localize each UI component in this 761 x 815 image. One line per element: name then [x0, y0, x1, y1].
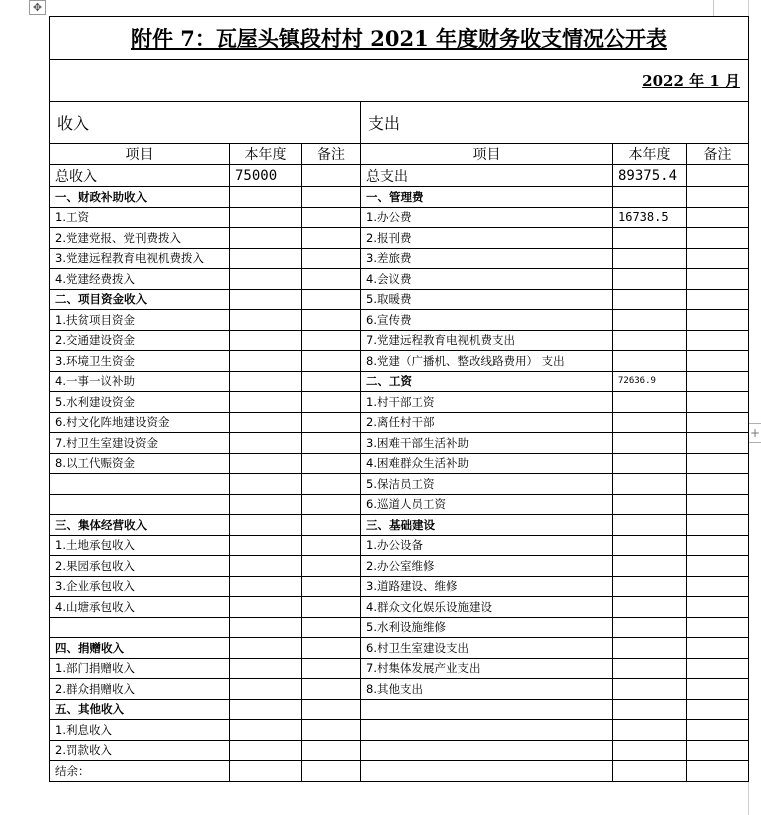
expense-item-cell: 2.报刊费: [361, 228, 613, 249]
table-row: [50, 228, 749, 249]
expense-note-cell: [687, 720, 749, 741]
income-year-cell: [230, 720, 302, 741]
income-year-cell: [230, 494, 302, 515]
income-note-header: 备注: [302, 144, 361, 165]
expense-year-cell: [613, 740, 687, 761]
table-row: [50, 658, 749, 679]
expense-year-cell: [613, 187, 687, 208]
expense-note-cell: [687, 474, 749, 495]
income-item-cell: 6.村文化阵地建设资金: [50, 412, 230, 433]
expense-note-cell: [687, 269, 749, 290]
expense-item-cell: [361, 699, 613, 720]
expense-item-cell: 4.会议费: [361, 269, 613, 290]
income-note-cell: [302, 556, 361, 577]
expense-item-cell: 6.宣传费: [361, 310, 613, 331]
table-row: [50, 597, 749, 618]
expense-item-cell: 5.取暖费: [361, 289, 613, 310]
expense-item-cell: 8.其他支出: [361, 679, 613, 700]
total-income-label: 总收入: [50, 165, 230, 187]
income-note-cell: [302, 761, 361, 782]
expense-note-header: 备注: [687, 144, 749, 165]
table-row: [50, 248, 749, 269]
expense-note-cell: [687, 535, 749, 556]
income-item-cell: 四、捐赠收入: [50, 638, 230, 659]
expense-note-cell: [687, 576, 749, 597]
income-note-cell: [302, 720, 361, 741]
income-item-cell: 2.果园承包收入: [50, 556, 230, 577]
income-note-cell: [302, 269, 361, 290]
table-row: [50, 535, 749, 556]
table-row: [50, 187, 749, 208]
expense-note-cell: [687, 433, 749, 454]
expense-year-header: 本年度: [613, 144, 687, 165]
income-item-cell: 4.一事一议补助: [50, 371, 230, 392]
income-note-cell: [302, 597, 361, 618]
income-year-cell: [230, 679, 302, 700]
income-note-cell: [302, 699, 361, 720]
table-row: [50, 392, 749, 413]
income-year-cell: [230, 761, 302, 782]
income-note-cell: [302, 576, 361, 597]
income-item-cell: 8.以工代赈资金: [50, 453, 230, 474]
income-note-cell: [302, 740, 361, 761]
expense-item-cell: 6.村卫生室建设支出: [361, 638, 613, 659]
income-item-cell: 4.山塘承包收入: [50, 597, 230, 618]
expense-item-cell: 1.村干部工资: [361, 392, 613, 413]
income-year-cell: [230, 433, 302, 454]
table-row: [50, 330, 749, 351]
total-expense-label: 总支出: [361, 165, 613, 187]
table-move-handle-icon[interactable]: ✥: [29, 0, 46, 15]
expense-year-cell: 72636.9: [613, 371, 687, 392]
expense-year-cell: [613, 351, 687, 372]
expense-note-cell: [687, 658, 749, 679]
expense-note-cell: [687, 187, 749, 208]
expense-note-cell: [687, 453, 749, 474]
income-note-cell: [302, 187, 361, 208]
expense-note-cell: [687, 289, 749, 310]
table-row: [50, 494, 749, 515]
income-year-cell: [230, 535, 302, 556]
income-item-cell: [50, 617, 230, 638]
document-title: 附件 7：瓦屋头镇段村村 2021 年度财务收支情况公开表: [50, 17, 749, 60]
income-note-cell: [302, 433, 361, 454]
income-note-cell: [302, 617, 361, 638]
income-year-cell: [230, 638, 302, 659]
total-income-value: 75000: [230, 165, 302, 187]
expense-year-cell: [613, 556, 687, 577]
expense-item-cell: 1.办公费: [361, 207, 613, 228]
expense-note-cell: [687, 207, 749, 228]
expense-note-cell: [687, 740, 749, 761]
expense-year-cell: [613, 330, 687, 351]
income-note-cell: [302, 228, 361, 249]
expense-item-cell: 3.道路建设、维修: [361, 576, 613, 597]
expense-item-cell: 2.办公室维修: [361, 556, 613, 577]
income-note-cell: [302, 515, 361, 536]
table-row: [50, 453, 749, 474]
income-item-cell: 2.罚款收入: [50, 740, 230, 761]
expense-item-cell: 一、管理费: [361, 187, 613, 208]
income-note-cell: [302, 351, 361, 372]
income-year-cell: [230, 371, 302, 392]
expense-note-cell: [687, 679, 749, 700]
income-year-cell: [230, 515, 302, 536]
income-year-cell: [230, 289, 302, 310]
income-item-cell: 5.水利建设资金: [50, 392, 230, 413]
expense-year-cell: 16738.5: [613, 207, 687, 228]
expense-note-cell: [687, 412, 749, 433]
finance-table: [49, 16, 749, 782]
income-year-cell: [230, 412, 302, 433]
income-note-cell: [302, 658, 361, 679]
expense-item-header: 项目: [361, 144, 613, 165]
expense-year-cell: [613, 412, 687, 433]
income-item-cell: 1.工资: [50, 207, 230, 228]
table-row: [50, 412, 749, 433]
expense-item-cell: [361, 720, 613, 741]
expense-item-cell: 三、基础建设: [361, 515, 613, 536]
income-note-cell: [302, 289, 361, 310]
income-note-cell: [302, 535, 361, 556]
income-item-cell: 2.群众捐赠收入: [50, 679, 230, 700]
expense-year-cell: [613, 433, 687, 454]
income-year-cell: [230, 617, 302, 638]
expense-note-cell: [687, 556, 749, 577]
expense-note-cell: [687, 617, 749, 638]
table-row: [50, 617, 749, 638]
expense-item-cell: 5.保洁员工资: [361, 474, 613, 495]
expense-item-cell: 1.办公设备: [361, 535, 613, 556]
income-year-cell: [230, 597, 302, 618]
income-item-cell: 4.党建经费拨入: [50, 269, 230, 290]
expense-note-cell: [687, 638, 749, 659]
income-item-cell: 一、财政补助收入: [50, 187, 230, 208]
income-year-cell: [230, 228, 302, 249]
income-note-cell: [302, 638, 361, 659]
income-item-cell: 1.扶贫项目资金: [50, 310, 230, 331]
table-row: [50, 679, 749, 700]
expense-year-cell: [613, 658, 687, 679]
document-date: 2022 年 1 月: [50, 60, 749, 102]
income-item-cell: 三、集体经营收入: [50, 515, 230, 536]
expense-item-cell: 6.巡道人员工资: [361, 494, 613, 515]
expense-year-cell: [613, 269, 687, 290]
income-item-cell: 1.部门捐赠收入: [50, 658, 230, 679]
expense-year-cell: [613, 474, 687, 495]
income-year-cell: [230, 474, 302, 495]
table-row: [50, 433, 749, 454]
expense-item-cell: 4.困难群众生活补助: [361, 453, 613, 474]
income-note-cell: [302, 310, 361, 331]
expense-item-cell: 二、工资: [361, 371, 613, 392]
expense-year-cell: [613, 310, 687, 331]
income-year-cell: [230, 392, 302, 413]
table-row: [50, 310, 749, 331]
expense-note-cell: [687, 228, 749, 249]
expense-year-cell: [613, 699, 687, 720]
expense-note-cell: [687, 392, 749, 413]
income-item-cell: 7.村卫生室建设资金: [50, 433, 230, 454]
expense-note-cell: [687, 371, 749, 392]
income-item-cell: 五、其他收入: [50, 699, 230, 720]
table-row: [50, 351, 749, 372]
income-note-cell: [302, 412, 361, 433]
expense-note-cell: [687, 248, 749, 269]
expense-item-cell: 7.村集体发展产业支出: [361, 658, 613, 679]
income-item-cell: [50, 474, 230, 495]
income-year-cell: [230, 453, 302, 474]
table-row: [50, 720, 749, 741]
table-row: [50, 740, 749, 761]
table-row: [50, 761, 749, 782]
expense-note-cell: [687, 515, 749, 536]
income-note-cell: [302, 248, 361, 269]
expense-year-cell: [613, 228, 687, 249]
income-item-cell: [50, 494, 230, 515]
income-item-cell: 3.环境卫生资金: [50, 351, 230, 372]
expense-note-cell: [687, 351, 749, 372]
table-row: [50, 207, 749, 228]
income-year-cell: [230, 699, 302, 720]
expense-item-cell: 4.群众文化娱乐设施建设: [361, 597, 613, 618]
income-note-cell: [302, 392, 361, 413]
income-year-cell: [230, 207, 302, 228]
income-note-cell: [302, 330, 361, 351]
expense-year-cell: [613, 679, 687, 700]
expense-note-cell: [687, 699, 749, 720]
expense-item-cell: [361, 761, 613, 782]
income-section-heading: 收入: [50, 102, 361, 144]
expense-year-cell: [613, 617, 687, 638]
expense-item-cell: 5.水利设施维修: [361, 617, 613, 638]
income-note-cell: [302, 207, 361, 228]
table-row: [50, 515, 749, 536]
expense-year-cell: [613, 638, 687, 659]
income-item-cell: 2.党建党报、党刊费拨入: [50, 228, 230, 249]
expense-note-cell: [687, 310, 749, 331]
income-note-cell: [302, 474, 361, 495]
income-item-cell: 二、项目资金收入: [50, 289, 230, 310]
table-row: [50, 556, 749, 577]
income-year-cell: [230, 556, 302, 577]
expense-item-cell: 2.离任村干部: [361, 412, 613, 433]
income-note-cell: [302, 494, 361, 515]
expense-item-cell: 8.党建（广播机、整改线路费用） 支出: [361, 351, 613, 372]
table-row: [50, 638, 749, 659]
expense-year-cell: [613, 720, 687, 741]
expense-item-cell: 7.党建远程教育电视机费支出: [361, 330, 613, 351]
income-year-cell: [230, 740, 302, 761]
income-year-cell: [230, 187, 302, 208]
income-year-cell: [230, 248, 302, 269]
income-year-cell: [230, 330, 302, 351]
income-year-cell: [230, 576, 302, 597]
table-row: [50, 699, 749, 720]
income-item-header: 项目: [50, 144, 230, 165]
expense-note-cell: [687, 494, 749, 515]
income-item-cell: 1.利息收入: [50, 720, 230, 741]
income-item-cell: 3.企业承包收入: [50, 576, 230, 597]
expense-section-heading: 支出: [361, 102, 749, 144]
income-note-cell: [302, 679, 361, 700]
expense-year-cell: [613, 597, 687, 618]
expense-year-cell: [613, 289, 687, 310]
expense-year-cell: [613, 392, 687, 413]
income-year-cell: [230, 310, 302, 331]
income-year-cell: [230, 351, 302, 372]
table-row: [50, 269, 749, 290]
expense-note-cell: [687, 597, 749, 618]
expense-item-cell: 3.困难干部生活补助: [361, 433, 613, 454]
expense-item-cell: [361, 740, 613, 761]
expense-year-cell: [613, 576, 687, 597]
total-income-note: [302, 165, 361, 187]
table-row: [50, 474, 749, 495]
total-expense-note: [687, 165, 749, 187]
expense-year-cell: [613, 248, 687, 269]
expense-item-cell: 3.差旅费: [361, 248, 613, 269]
income-item-cell: 2.交通建设资金: [50, 330, 230, 351]
income-item-cell: 结余：: [50, 761, 230, 782]
column-guide: [713, 0, 714, 16]
total-expense-value: 89375.4: [613, 165, 687, 187]
income-year-header: 本年度: [230, 144, 302, 165]
expense-year-cell: [613, 535, 687, 556]
income-year-cell: [230, 269, 302, 290]
table-row: [50, 289, 749, 310]
table-row: [50, 371, 749, 392]
income-note-cell: [302, 371, 361, 392]
income-item-cell: 3.党建远程教育电视机费拨入: [50, 248, 230, 269]
expense-note-cell: [687, 761, 749, 782]
income-note-cell: [302, 453, 361, 474]
table-row: [50, 576, 749, 597]
expense-year-cell: [613, 515, 687, 536]
expense-note-cell: [687, 330, 749, 351]
expense-year-cell: [613, 453, 687, 474]
income-item-cell: 1.土地承包收入: [50, 535, 230, 556]
expense-year-cell: [613, 494, 687, 515]
income-year-cell: [230, 658, 302, 679]
expense-year-cell: [613, 761, 687, 782]
add-row-plus-icon[interactable]: +: [749, 423, 761, 443]
